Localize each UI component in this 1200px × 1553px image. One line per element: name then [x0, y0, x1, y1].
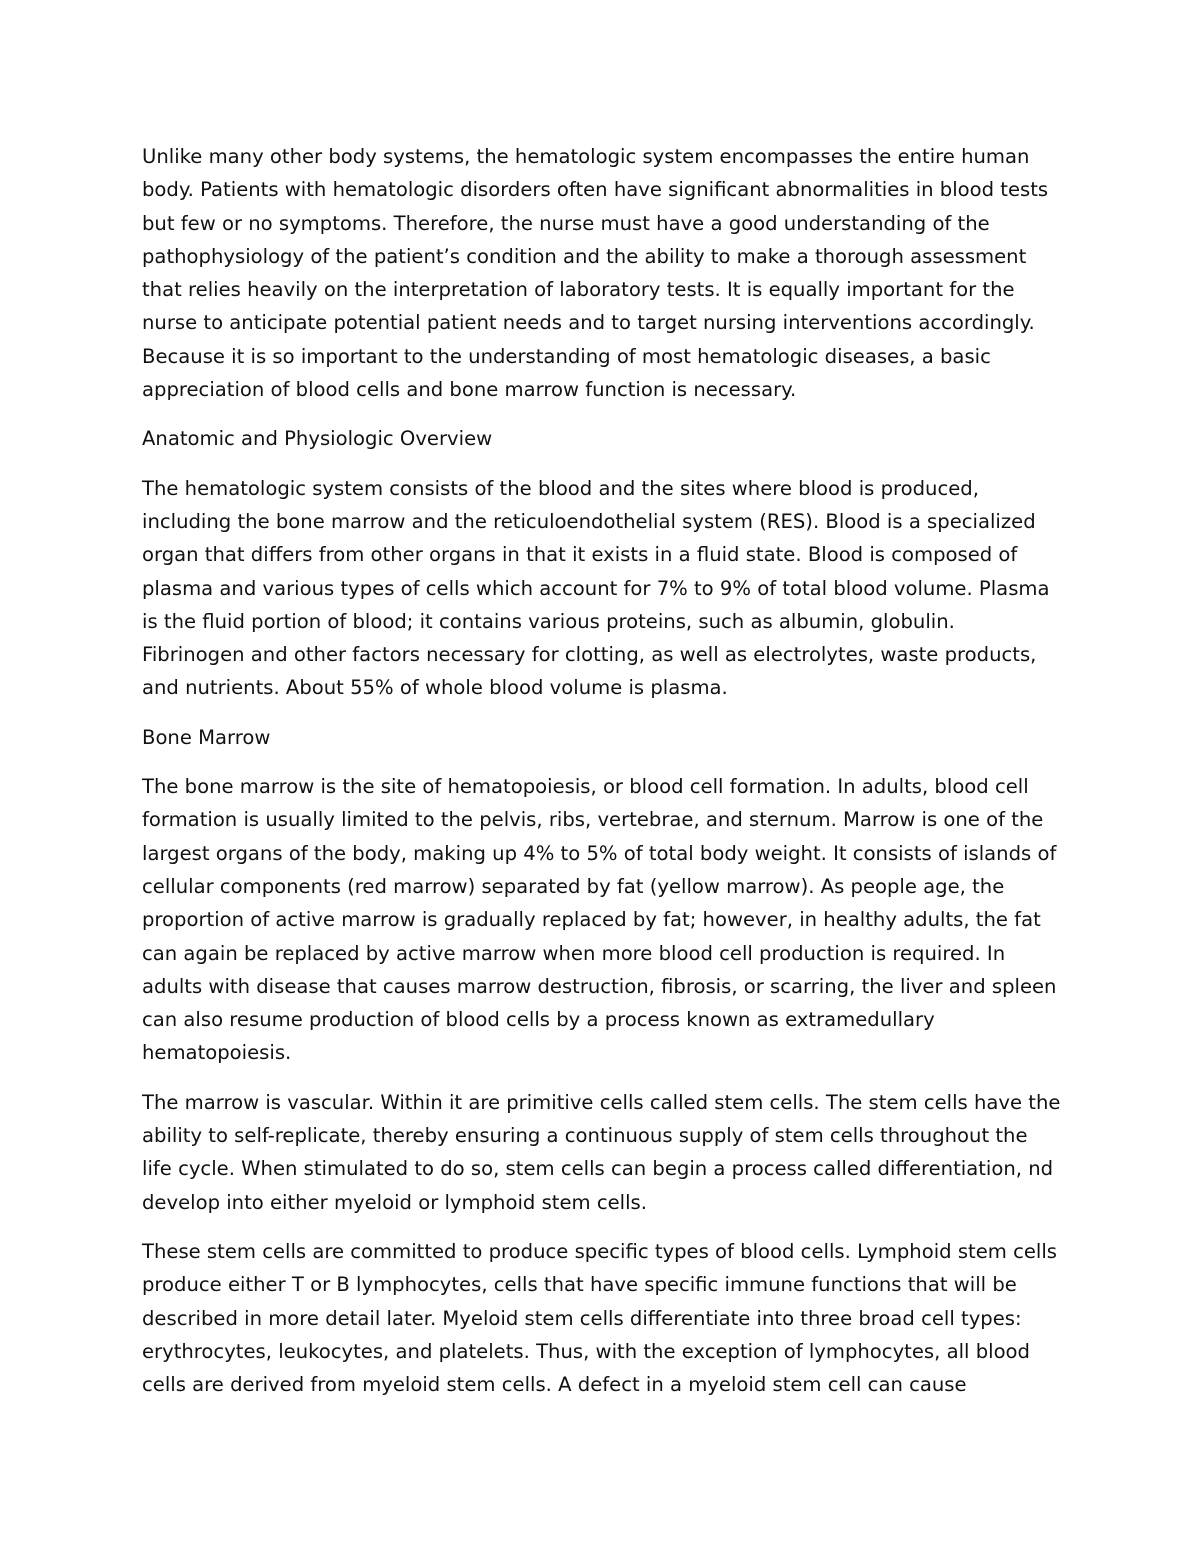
stem-cells-paragraph: The marrow is vascular. Within it are primitive cells called stem cells. The stem cells have the ability to self-replicate, thereby ensuring a continuous supply of stem cells throughout the life cycle. When stimulated to do so, stem cells can begin a process called differentiation, nd develop into either myeloid or lymphoid stem cells.	[142, 1090, 1061, 1214]
intro-paragraph: Unlike many other body systems, the hematologic system encompasses the entire human body. Patients with hematologic disorders often have significant abnormalities in blood tests but few or no symptoms. Therefore, the nurse must have a good understanding of the pathophysiology of the patient’s condition and the ability to make a thorough assessment that relies heavily on the interpretation of laboratory tests. It is equally important for the nurse to anticipate potential patient needs and to target nursing interventions accordingly. Because it is so important to the understanding of most hematologic diseases, a basic appreciation of blood cells and bone marrow function is necessary.	[142, 145, 1049, 402]
document-body	[142, 140, 1062, 1417]
section-heading-bone-marrow: Bone Marrow	[142, 725, 271, 749]
section-heading-anatomic-overview: Anatomic and Physiologic Overview	[142, 427, 493, 451]
bone-marrow-paragraph: The bone marrow is the site of hematopoiesis, or blood cell formation. In adults, blood cell formation is usually limited to the pelvis, ribs, vertebrae, and sternum. Marrow is one of the largest organs of the body, making up 4% to 5% of total body weight. It consists of islands of cellular components (red marrow) separated by fat (yellow marrow). As people age, the proportion of active marrow is gradually replaced by fat; however, in healthy adults, the fat can again be replaced by active marrow when more blood cell production is required. In adults with disease that causes marrow destruction, fibrosis, or scarring, the liver and spleen can also resume production of blood cells by a process known as extramedullary hematopoiesis.	[142, 775, 1057, 1065]
differentiation-paragraph: These stem cells are committed to produce specific types of blood cells. Lymphoid stem cells produce either T or B lymphocytes, cells that have specific immune functions that will be described in more detail later. Myeloid stem cells differentiate into three broad cell types: erythrocytes, leukocytes, and platelets. Thus, with the exception of lymphocytes, all blood cells are derived from myeloid stem cells. A defect in a myeloid stem cell can cause	[142, 1239, 1058, 1397]
hematologic-system-paragraph: The hematologic system consists of the blood and the sites where blood is produced, including the bone marrow and the reticuloendothelial system (RES). Blood is a specialized organ that differs from other organs in that it exists in a fluid state. Blood is composed of plasma and various types of cells which account for 7% to 9% of total blood volume. Plasma is the fluid portion of blood; it contains various proteins, such as albumin, globulin. Fibrinogen and other factors necessary for clotting, as well as electrolytes, waste products, and nutrients. About 55% of whole blood volume is plasma.	[142, 476, 1050, 700]
